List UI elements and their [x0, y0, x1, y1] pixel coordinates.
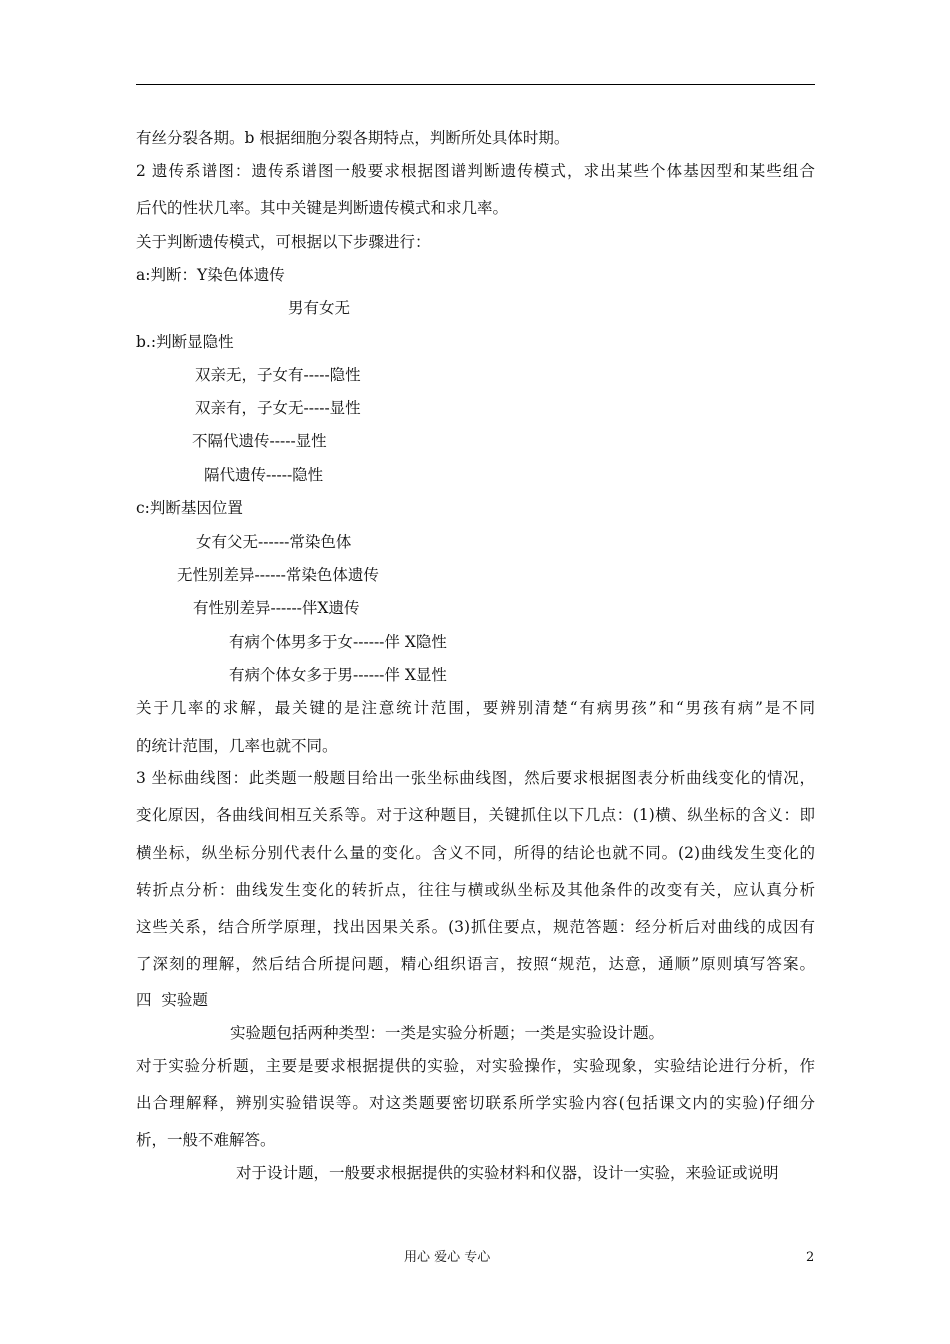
- text-line: 有病个体男多于女------伴 X隐性: [229, 633, 447, 651]
- text-line: 对于实验分析题，主要是要求根据提供的实验，对实验操作，实验现象，实验结论进行分析，作: [136, 1057, 815, 1075]
- text-line: 隔代遗传-----隐性: [204, 466, 324, 484]
- text-line: 3 坐标曲线图：此类题一般题目给出一张坐标曲线图，然后要求根据图表分析曲线变化的情况，: [136, 769, 815, 787]
- text-line: 有病个体女多于男------伴 X显性: [229, 666, 447, 684]
- text-line: 关于几率的求解，最关键的是注意统计范围，要辨别清楚“有病男孩”和“男孩有病”是不同: [136, 699, 815, 717]
- text-line: 实验题包括两种类型：一类是实验分析题；一类是实验设计题。: [230, 1024, 665, 1042]
- text-line: 后代的性状几率。其中关键是判断遗传模式和求几率。: [136, 199, 509, 217]
- header-rule: [136, 84, 815, 85]
- text-line: 女有父无------常染色体: [196, 533, 352, 551]
- text-line: 2 遗传系谱图：遗传系谱图一般要求根据图谱判断遗传模式，求出某些个体基因型和某些组合: [136, 162, 815, 180]
- text-line: 关于判断遗传模式，可根据以下步骤进行：: [136, 233, 431, 251]
- text-line: c:判断基因位置: [136, 499, 243, 517]
- text-line: a:判断：Y染色体遗传: [136, 266, 285, 284]
- text-line: 出合理解释，辨别实验错误等。对这类题要密切联系所学实验内容(包括课文内的实验)仔细分: [136, 1094, 815, 1112]
- text-line: 横坐标，纵坐标分别代表什么量的变化。含义不同，所得的结论也就不同。(2)曲线发生变化的: [136, 844, 815, 862]
- footer-slogan: 用心 爱心 专心: [404, 1250, 491, 1265]
- text-line: 双亲无，子女有-----隐性: [195, 366, 361, 384]
- text-line: 不隔代遗传-----显性: [192, 432, 327, 450]
- text-line: 双亲有，子女无-----显性: [195, 399, 361, 417]
- text-line: 转折点分析：曲线发生变化的转折点，往往与横或纵坐标及其他条件的改变有关，应认真分析: [136, 881, 815, 899]
- text-line: 对于设计题，一般要求根据提供的实验材料和仪器，设计一实验，来验证或说明: [236, 1164, 779, 1182]
- text-line: 有性别差异------伴X遗传: [193, 599, 360, 617]
- text-line: 了深刻的理解，然后结合所提问题，精心组织语言，按照“规范，达意，通顺”原则填写答案。: [136, 955, 815, 973]
- text-line: 男有女无: [288, 299, 351, 317]
- text-line: 的统计范围，几率也就不同。: [136, 737, 338, 755]
- text-line: 无性别差异------常染色体遗传: [177, 566, 379, 584]
- section-heading: 四 实验题: [136, 991, 208, 1009]
- text-line: 变化原因，各曲线间相互关系等。对于这种题目，关键抓住以下几点：(1)横、纵坐标的含义：即: [136, 806, 815, 824]
- text-line: 析，一般不难解答。: [136, 1131, 276, 1149]
- text-line: 有丝分裂各期。b 根据细胞分裂各期特点，判断所处具体时期。: [136, 129, 570, 147]
- text-line: 这些关系，结合所学原理，找出因果关系。(3)抓住要点，规范答题：经分析后对曲线的成因有: [136, 918, 815, 936]
- page-number: 2: [806, 1250, 815, 1265]
- text-line: b.:判断显隐性: [136, 333, 234, 351]
